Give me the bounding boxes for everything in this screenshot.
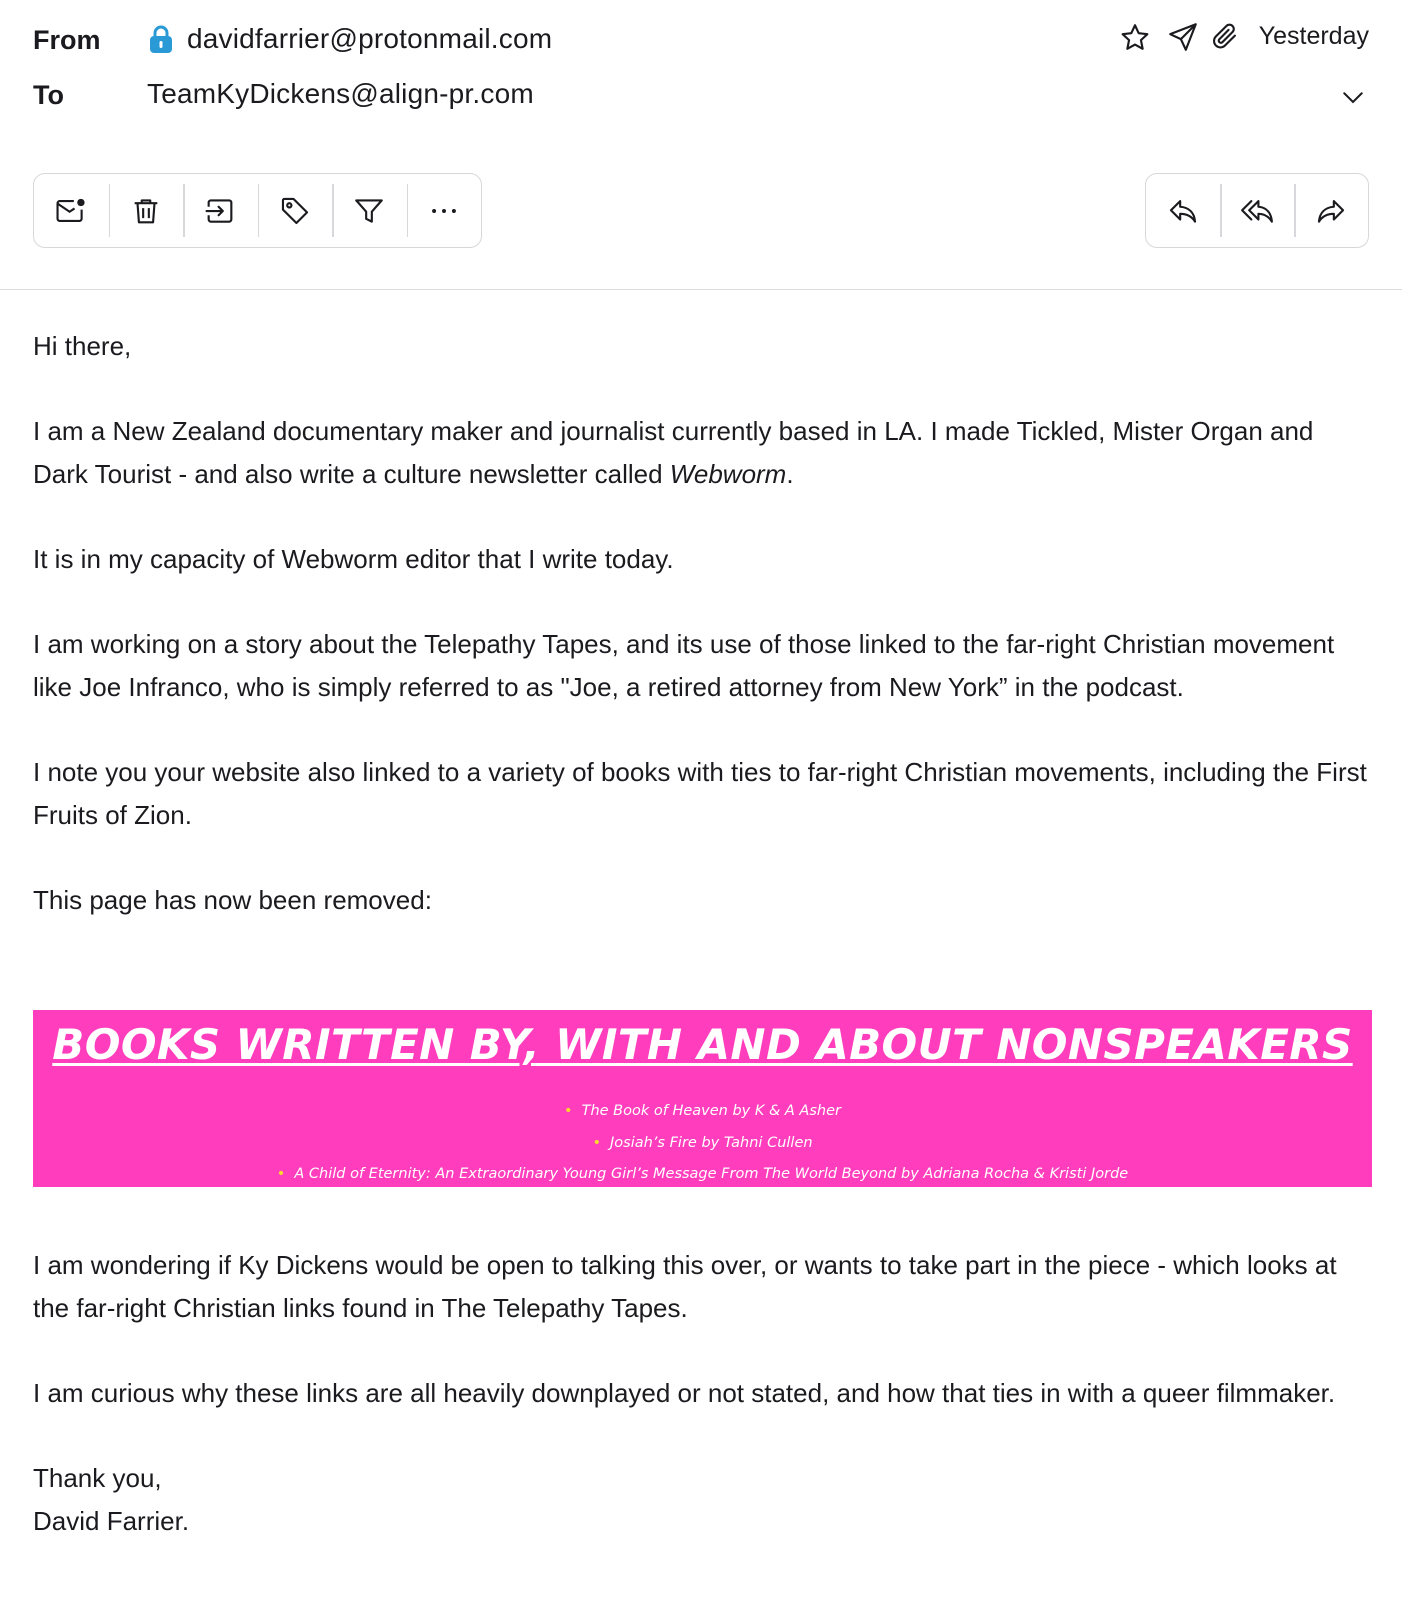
- paragraph-intro-text: I am a New Zealand documentary maker and journalist currently based in LA. I made Tickled, Mister Organ and Dark Tourist - and also write a culture newsletter called: [33, 416, 1314, 489]
- forward-icon: [1314, 194, 1348, 228]
- signature: David Farrier.: [33, 1506, 190, 1536]
- sent-icon: [1166, 20, 1200, 54]
- paragraph-capacity: It is in my capacity of Webworm editor that I write today.: [33, 544, 674, 574]
- bullet-icon: •: [564, 1103, 573, 1119]
- recipient-address[interactable]: TeamKyDickens@align-pr.com: [147, 78, 534, 109]
- paragraph-intro: [33, 410, 1373, 496]
- move-to-folder-button[interactable]: [183, 174, 258, 247]
- paragraph-curious: I am curious why these links are all heavily downplayed or not stated, and how that ties in with a queer filmmaker.: [33, 1378, 1336, 1408]
- paperclip-icon: [1208, 20, 1242, 54]
- message-actions-toolbar: [33, 173, 482, 248]
- chevron-down-icon[interactable]: [1338, 82, 1368, 112]
- reply-icon: [1166, 194, 1200, 228]
- message-header: [0, 0, 1402, 290]
- message-body-continued: [33, 1244, 1373, 1543]
- from-label: From: [33, 25, 101, 55]
- more-actions-button[interactable]: [407, 174, 482, 247]
- book-item: [33, 1096, 1372, 1128]
- more-icon: [427, 194, 461, 228]
- label-icon: [278, 194, 312, 228]
- book-title: Josiah’s Fire by Tahni Cullen: [610, 1134, 813, 1151]
- reply-button[interactable]: [1146, 174, 1220, 247]
- signoff: Thank you,: [33, 1463, 162, 1493]
- paragraph-story: I am working on a story about the Telepathy Tapes, and its use of those linked to the far-right Christian movement like Joe Infranco, who is simply referred to as "Joe, a retired attorney from New York” in the podcast.: [33, 629, 1335, 702]
- banner-title: BOOKS WRITTEN BY, WITH AND ABOUT NONSPEAKERS: [52, 1020, 1353, 1069]
- paragraph-request: I am wondering if Ky Dickens would be open to talking this over, or wants to take part in the piece - which looks at the far-right Christian links found in The Telepathy Tapes.: [33, 1250, 1337, 1323]
- reply-all-button[interactable]: [1220, 174, 1294, 247]
- reply-toolbar: [1145, 173, 1369, 248]
- message-date: Yesterday: [1258, 22, 1369, 50]
- move-to-folder-icon: [203, 194, 237, 228]
- trash-icon: [129, 194, 163, 228]
- paragraph-books: I note you your website also linked to a variety of books with ties to far-right Christian movements, including the First Fruits of Zion.: [33, 757, 1367, 830]
- filter-icon: [352, 194, 386, 228]
- label-button[interactable]: [258, 174, 333, 247]
- book-list: [33, 1096, 1372, 1191]
- paragraph-removed: This page has now been removed:: [33, 885, 432, 915]
- book-title: A Child of Eternity: An Extraordinary Young Girl’s Message From The World Beyond by Adriana Rocha & Kristi Jorde: [294, 1166, 1129, 1182]
- message-body: [33, 325, 1373, 922]
- star-icon[interactable]: [1118, 21, 1152, 55]
- book-title: The Book of Heaven by K & A Asher: [581, 1103, 841, 1119]
- book-item: [33, 1128, 1372, 1160]
- book-item: [33, 1159, 1372, 1191]
- greeting: Hi there,: [33, 331, 132, 361]
- forward-button[interactable]: [1294, 174, 1368, 247]
- paragraph-intro-end: .: [786, 459, 794, 489]
- reply-all-icon: [1240, 194, 1274, 228]
- bullet-icon: •: [592, 1134, 601, 1151]
- newsletter-name: Webworm: [669, 459, 787, 489]
- to-label: To: [33, 80, 64, 110]
- sender-address[interactable]: davidfarrier@protonmail.com: [187, 23, 553, 54]
- lock-icon: [148, 24, 174, 54]
- trash-button[interactable]: [109, 174, 184, 247]
- removed-page-screenshot: [33, 1010, 1372, 1187]
- mark-unread-button[interactable]: [34, 174, 109, 247]
- mark-unread-icon: [54, 194, 88, 228]
- filter-button[interactable]: [332, 174, 407, 247]
- bullet-icon: •: [276, 1166, 286, 1182]
